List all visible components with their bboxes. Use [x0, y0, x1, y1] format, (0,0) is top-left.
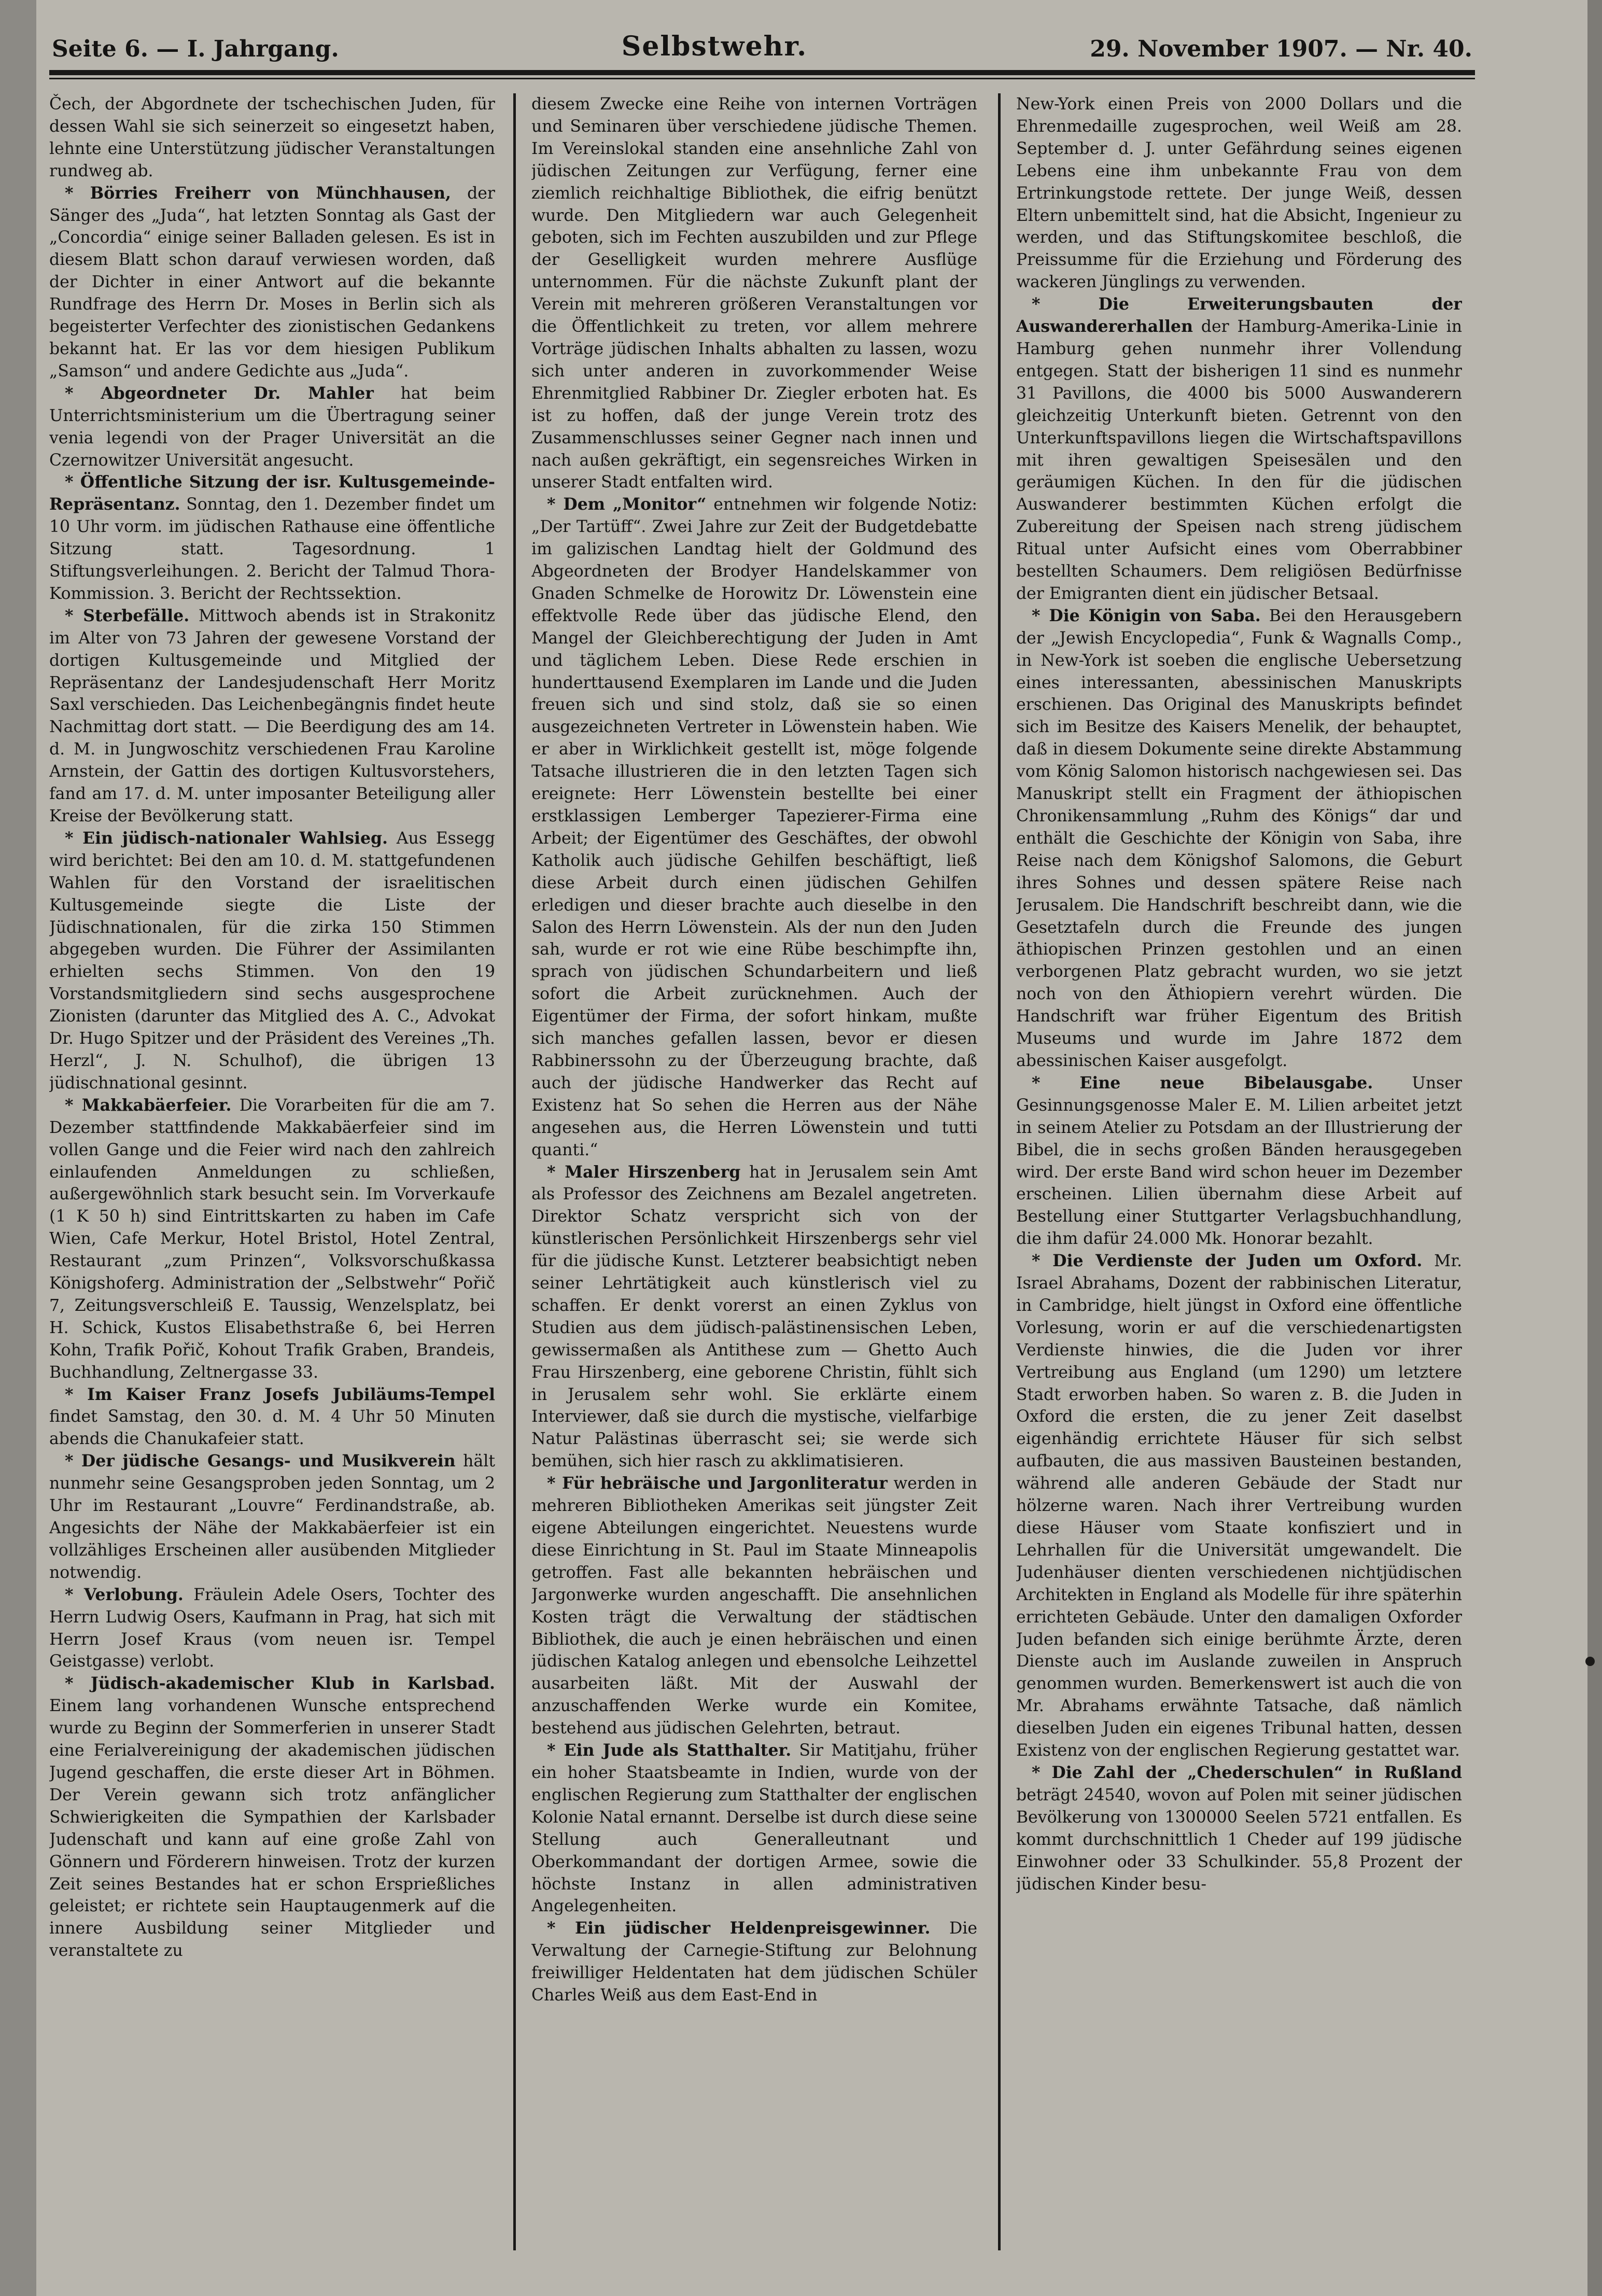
article-heading: * Ein Jude als Statthalter. — [547, 1741, 792, 1760]
header-right: 29. November 1907. — Nr. 40. — [1090, 36, 1472, 62]
article-text: Aus Essegg wird berichtet: Bei den am 10. d. M. stattgefundenen Wahlen für den Vorstand der israelitischen Kultusgemeinde siegte die Liste der Jüdischnationalen, für die zirka 150 Stimmen abgegeben wurden. Die Führer der Assimilanten erhielten sechs Stimmen. Von den 19 Vorstandsmitgliedern sind sechs ausgesprochene Zionisten (darunter das Mitglied des A. C., Advokat Dr. Hugo Spitzer und der Präsident des Vereines „Th. Herzl“, J. N. Schulhof), die übrigen 13 jüdischnational gesinnt. — [49, 829, 495, 1093]
article-text: Sonntag, den 1. Dezember findet um 10 Uhr vorm. im jüdischen Rathause eine öffentliche Sitzung statt. Tagesordnung. 1 Stiftungsverleihungen. 2. Bericht der Talmud Thora-Kommission. 3. Bericht der Rechtssektion. — [49, 495, 495, 603]
header-rule — [49, 70, 1475, 75]
article-text: hat in Jerusalem sein Amt als Professor des Zeichnens am Bezalel angetreten. Direktor Schatz verspricht sich von der künstlerischen Persönlichkeit Hirszenbergs sehr viel für die jüdische Kunst. Letzterer beabsichtigt neben seiner Lehrtätigkeit auch künstlerisch viel zu schaffen. Er denkt vorerst an einen Zyklus von Studien aus dem jüdisch-palästinensischen Leben, gewissermaßen als Antithese zum — Ghetto Auch Frau Hirszenberg, eine geborene Christin, fühlt sich in Jerusalem sehr wohl. Sie erklärte einem Interviewer, daß sie durch die mystische, vielfarbige Natur Palästinas überrascht sei; sie werde sich bemühen, sich hier rasch zu akklimatisieren. — [531, 1163, 977, 1471]
article-heading: * Verlobung. — [65, 1585, 184, 1604]
column-separator — [998, 93, 1001, 2250]
article-heading: * Börries Freiherr von Münchhausen, — [65, 183, 451, 203]
article-paragraph — [1016, 1250, 1462, 1762]
article-heading: * Dem „Monitor“ — [547, 495, 707, 514]
article-text: hält nunmehr seine Gesangsproben jeden Sonntag, um 2 Uhr im Restaurant „Louvre“ Ferdinandstraße, ab. Angesichts der Nähe der Makkabäerfeier ist ein vollzähliges Erscheinen aller ausübenden Mitglieder notwendig. — [49, 1452, 495, 1582]
article-paragraph — [49, 1584, 495, 1673]
article-text: Unser Gesinnungsgenosse Maler E. M. Lilien arbeitet jetzt in seinem Atelier zu Potsdam an der Illustrierung der Bibel, die in sechs großen Bänden herausgegeben wird. Der erste Band wird schon heuer im Dezember erscheinen. Lilien übernahm diese Arbeit auf Bestellung einer Stuttgarter Verlagsbuchhandlung, die ihm dafür 24.000 Mk. Honorar bezahlt. — [1016, 1073, 1462, 1249]
article-text: Bei den Herausgebern der „Jewish Encyclopedia“, Funk & Wagnalls Comp., in New-York ist soeben die englische Uebersetzung eines interessanten, abessinischen Manuskripts erschienen. Das Original des Manuskripts befindet sich im Besitze des Kaisers Menelik, der behauptet, daß in diesem Dokumente seine direkte Abstammung vom König Salomon historisch nachgewiesen sei. Das Manuskript stellt ein Fragment der äthiopischen Chronikensammlung „Ruhm des Königs“ dar und enthält die Geschichte der Königin von Saba, ihre Reise nach dem Königshof Salomons, die Geburt ihres Sohnes und dessen spätere Reise nach Jerusalem. Die Handschrift beschreibt dann, wie die Gesetztafeln durch die Freunde des jungen äthiopischen Prinzen gestohlen und an einen verborgenen Platz gebracht wurden, wo sie jetzt noch von den Äthiopiern verehrt würden. Die Handschrift war früher Eigentum des British Museums und wurde im Jahre 1872 dem abessinischen Kaiser ausgefolgt. — [1016, 606, 1462, 1070]
article-paragraph — [49, 471, 495, 605]
article-paragraph — [49, 1450, 495, 1584]
article-paragraph — [49, 605, 495, 828]
header-rule-thin — [49, 78, 1475, 79]
article-text: Einem lang vorhandenen Wunsche entsprechend wurde zu Beginn der Sommerferien in unserer Stadt eine Ferialvereinigung der akademischen jüdischen Jugend geschaffen, die erste dieser Art in Böhmen. Der Verein gewann sich trotz anfänglicher Schwierigkeiten die Sympathien der Karlsbader Judenschaft und kann auf eine große Zahl von Gönnern und Förderern hinweisen. Trotz der kurzen Zeit seines Bestandes hat er schon Ersprießliches geleistet; er richtete sein Hauptaugenmerk auf die innere Ausbildung seiner Mitglieder und veranstaltete zu — [49, 1697, 495, 1961]
article-heading: * Makkabäerfeier. — [65, 1095, 232, 1115]
article-text: diesem Zwecke eine Reihe von internen Vorträgen und Seminaren über verschiedene jüdische Themen. Im Vereinslokal standen eine ansehnliche Zahl von jüdischen Zeitungen zur Verfügung, ferner eine ziemlich reichhaltige Bibliothek, die eifrig benützt wurde. Den Mitgliedern war auch Gelegenheit geboten, sich im Fechten auszubilden und zur Pflege der Geselligkeit wurden mehrere Ausflüge unternommen. Für die nächste Zukunft plant der Verein mit mehreren größeren Veranstaltungen vor die Öffentlichkeit zu treten, vor allem mehrere Vorträge jüdischen Inhalts abhalten zu lassen, wozu sich unter anderen in zuvorkommender Weise Ehrenmitglied Rabbiner Dr. Ziegler erboten hat. Es ist zu hoffen, daß der junge Verein trotz des Zusammenschlusses seiner Gegner nach innen und nach außen gekräftigt, ein segensreiches Wirken in unserer Stadt entfalten wird. — [531, 95, 977, 492]
article-paragraph — [1016, 1072, 1462, 1250]
article-heading: * Die Königin von Saba. — [1032, 606, 1261, 625]
article-text: New-York einen Preis von 2000 Dollars und die Ehrenmedaille zugesprochen, weil Weiß am 28. September d. J. unter Gefährdung seines eigenen Lebens eine ihm unbekannte Frau von dem Ertrinkungstode rettete. Der junge Weiß, dessen Eltern unbemittelt sind, hat die Absicht, Ingenieur zu werden, und das Stiftungskomitee beschloß, die Preissumme für die Erziehung und Förderung des wackeren Jünglings zu verwenden. — [1016, 95, 1462, 292]
article-paragraph — [1016, 605, 1462, 1072]
article-paragraph — [49, 183, 495, 383]
scan-edge-right — [1587, 0, 1602, 2296]
article-heading: * Eine neue Bibelausgabe. — [1032, 1073, 1373, 1093]
article-paragraph — [49, 93, 495, 183]
article-text: Čech, der Abgordnete der tschechischen Juden, für dessen Wahl sie sich seinerzeit so eingesetzt haben, lehnte eine Unterstützung jüdischer Veranstaltungen rundweg ab. — [49, 95, 495, 180]
newspaper-title: Selbstwehr. — [621, 31, 808, 62]
article-heading: * Die Erweiterungsbauten der Auswandererhallen — [1016, 295, 1462, 337]
article-text: beträgt 24540, wovon auf Polen mit seiner jüdischen Bevölkerung von 1300000 Seelen 5721 entfallen. Es kommt durchschnittlich 1 Cheder auf 199 jüdische Einwohner oder 33 Schulkinder. 55,8 Prozent der jüdischen Kinder besu- — [1016, 1785, 1462, 1894]
article-text: Sir Matitjahu, früher ein hoher Staatsbeamte in Indien, wurde von der englischen Regierung zum Statthalter der englischen Kolonie Natal ernannt. Derselbe ist durch diese seine Stellung auch Generalleutnant und Oberkommandant der dortigen Armee, sowie die höchste Instanz in allen administrativen Angelegenheiten. — [531, 1741, 977, 1916]
article-heading: * Für hebräische und Jargonliteratur — [547, 1474, 888, 1493]
article-paragraph — [1016, 293, 1462, 605]
article-heading: * Der jüdische Gesangs- und Musikverein — [65, 1451, 456, 1471]
article-paragraph — [49, 1384, 495, 1451]
article-text: findet Samstag, den 30. d. M. 4 Uhr 50 Minuten abends die Chanukafeier statt. — [49, 1407, 495, 1449]
article-heading: * Ein jüdisch-nationaler Wahlsieg. — [65, 828, 388, 848]
article-text: Fräulein Adele Osers, Tochter des Herrn Ludwig Osers, Kaufmann in Prag, hat sich mit Herrn Josef Kraus (vom neuen isr. Tempel Geistgasse) verlobt. — [49, 1585, 495, 1671]
article-text: der Sänger des „Juda“, hat letzten Sonntag als Gast der „Concordia“ einige seiner Balladen gelesen. Es ist in diesem Blatt schon darauf verwiesen worden, daß der Dichter in einer Antwort auf die bekannte Rundfrage des Herrn Dr. Moses in Berlin sich als begeisterter Verfechter des zionistischen Gedankens bekannt hat. Er las vor dem hiesigen Publikum „Samson“ und andere Gedichte aus „Juda“. — [49, 184, 495, 381]
article-text: Die Vorarbeiten für die am 7. Dezember stattfindende Makkabäerfeier sind im vollen Gange und die Feier wird nach den zahlreich einlaufenden Anmeldungen zu schließen, außergewöhnlich stark besucht sein. Im Vorverkaufe (1 K 50 h) sind Eintrittskarten zu haben im Cafe Wien, Cafe Merkur, Hotel Bristol, Hotel Zentral, Restaurant „zum Prinzen“, Volksvorschußkassa Königshoferg. Administration der „Selbstwehr“ Pořič 7, Zeitungsverschleiß E. Taussig, Wenzelsplatz, bei H. Schick, Kustos Elisabethstraße 6, bei Herren Kohn, Trafik Pořič, Kohout Trafik Graben, Brandeis, Buchhandlung, Zeltnergasse 33. — [49, 1096, 495, 1382]
binding-hole — [1585, 1657, 1595, 1666]
scan-edge-left — [0, 0, 36, 2296]
article-heading: * Abgeordneter Dr. Mahler — [65, 383, 374, 403]
article-paragraph — [531, 1161, 977, 1473]
column-3 — [1016, 93, 1462, 2261]
column-2 — [531, 93, 977, 2261]
article-paragraph — [531, 494, 977, 1161]
masthead — [52, 21, 1472, 62]
article-heading: * Die Zahl der „Chederschulen“ in Rußland — [1032, 1762, 1462, 1782]
column-1 — [49, 93, 495, 2261]
article-text: Die Verwaltung der Carnegie-Stiftung zur Belohnung freiwilliger Heldentaten hat dem jüdischen Schüler Charles Weiß aus dem East-End in — [531, 1919, 977, 2005]
header-left: Seite 6. — I. Jahrgang. — [52, 36, 339, 62]
article-paragraph — [49, 828, 495, 1095]
article-heading: * Jüdisch-akademischer Klub in Karlsbad. — [65, 1674, 495, 1693]
article-paragraph — [49, 383, 495, 472]
article-paragraph — [531, 1917, 977, 2007]
article-heading: * Ein jüdischer Heldenpreisgewinner. — [547, 1919, 931, 1938]
article-text: entnehmen wir folgende Notiz: „Der Tartüff“. Zwei Jahre zur Zeit der Budgetdebatte im galizischen Landtag hielt der Goldmund des Abgeordneten der Brodyer Handelskammer von Gnaden Schmelke de Horowitz Dr. Löwenstein eine effektvolle Rede über das jüdische Elend, den Mangel der Gleichberechtigung der Juden in Amt und täglichem Leben. Diese Rede erschien in hunderttausend Exemplaren im Lande und die Juden freuen sich und sind stolz, daß sie so einen ausgezeichneten Vertreter in Löwenstein haben. Wie er aber in Wirklichkeit gestellt ist, möge folgende Tatsache illustrieren die in den letzten Tagen sich ereignete: Herr Löwenstein bestellte bei einer erstklassigen Lemberger Tapezierer-Firma eine Arbeit; der Eigentümer des Geschäftes, der obwohl Katholik auch jüdische Gehilfen beschäftigt, ließ diese Arbeit durch einen jüdischen Gehilfen erledigen und dieser brachte auch dieselbe in den Salon des Herrn Löwenstein. Als der nun den Juden sah, wurde er rot wie eine Rübe beschimpfte ihn, sprach von jüdischen Schundarbeitern und ließ sofort die Arbeit zurücknehmen. Auch der Eigentümer der Firma, der sofort hinkam, mußte sich manches gefallen lassen, bevor er diesen Rabbinerssohn zu der Überzeugung brachte, daß auch der jüdische Handwerker das Recht auf Existenz hat So sehen die Herren aus der Nähe angesehen aus, die Herren Löwenstein und tutti quanti.“ — [531, 495, 977, 1159]
article-text: der Hamburg-Amerika-Linie in Hamburg gehen nunmehr ihrer Vollendung entgegen. Statt der bisherigen 11 sind es nunmehr 31 Pavillons, die 4000 bis 5000 Auswanderern gleichzeitig Unterkunft bieten. Getrennt von den Unterkunftspavillons liegen die Wirtschaftspavillons mit ihren gewaltigen Speisesälen und den geräumigen Küchen. In den für die jüdischen Auswanderer bestimmten Küchen erfolgt die Zubereitung der Speisen nach streng jüdischem Ritual unter Aufsicht eines vom Oberrabbiner bestellten Schaumers. Dem religiösen Bedürfnisse der Emigranten dient ein jüdischer Betsaal. — [1016, 317, 1462, 603]
column-separator — [513, 93, 516, 2250]
article-paragraph — [531, 93, 977, 494]
article-heading: * Öffentliche Sitzung der isr. Kultusgemeinde-Repräsentanz. — [49, 472, 495, 514]
article-paragraph — [1016, 93, 1462, 293]
article-heading: * Im Kaiser Franz Josefs Jubiläums-Tempel — [65, 1384, 495, 1404]
article-text: werden in mehreren Bibliotheken Amerikas seit jüngster Zeit eigene Abteilungen eingerichtet. Neuestens wurde diese Einrichtung in St. Paul im Staate Minneapolis getroffen. Fast alle bekannten hebräischen und Jargonwerke wurden angeschafft. Die ansehnlichen Kosten trägt die Verwaltung der städtischen Bibliothek, die auch je einen hebräischen und einen jüdischen Katalog anlegen und ebensolche Leihzettel ausarbeiten läßt. Mit der Auswahl der anzuschaffenden Werke wurde ein Komitee, bestehend aus jüdischen Gelehrten, betraut. — [531, 1474, 977, 1738]
article-paragraph — [49, 1095, 495, 1384]
article-paragraph — [531, 1473, 977, 1740]
article-heading: * Die Verdienste der Juden um Oxford. — [1032, 1251, 1423, 1271]
article-text: hat beim Unterrichtsministerium um die Übertragung seiner venia legendi von der Prager Universität an die Czernowitzer Universität angesucht. — [49, 384, 495, 470]
article-heading: * Maler Hirszenberg — [547, 1162, 741, 1182]
article-paragraph — [531, 1740, 977, 1917]
article-heading: * Sterbefälle. — [65, 606, 190, 625]
article-text: Mr. Israel Abrahams, Dozent der rabbinischen Literatur, in Cambridge, hielt jüngst in Oxford eine öffentliche Vorlesung, worin er auf die verschiedenartigsten Verdienste hinwies, die die Juden vor ihrer Vertreibung aus England (um 1290) um letztere Stadt erworben haben. So waren z. B. die Juden in Oxford die ersten, die zu jener Zeit daselbst eigenhändig errichtete Häuser für sich selbst aufbauten, die aus massiven Bausteinen bestanden, während alle anderen Gebäude der Stadt nur hölzerne waren. Nach ihrer Vertreibung wurden diese Häuser vom Staate konfisziert und in Lehrhallen für die Universität umgewandelt. Die Judenhäuser dienten verschiedenen nichtjüdischen Architekten in England als Modelle für ihre späterhin errichteten Gebäude. Unter den damaligen Oxforder Juden befanden sich einige berühmte Ärzte, deren Dienste auch im Auslande zuweilen in Anspruch genommen wurden. Bemerkenswert ist auch die von Mr. Abrahams erwähnte Tatsache, daß nämlich dieselben Juden ein eigenes Tribunal hatten, dessen Existenz von der englischen Regierung gestattet war. — [1016, 1252, 1462, 1760]
article-text: Mittwoch abends ist in Strakonitz im Alter von 73 Jahren der gewesene Vorstand der dortigen Kultusgemeinde und Mitglied der Repräsentanz der Landesjudenschaft Herr Moritz Saxl verschieden. Das Leichenbegängnis findet heute Nachmittag dort statt. — Die Beerdigung des am 14. d. M. in Jungwoschitz verschiedenen Frau Karoline Arnstein, der Gattin des dortigen Kultusvorstehers, fand am 17. d. M. unter imposanter Beteiligung aller Kreise der Bevölkerung statt. — [49, 606, 495, 825]
article-paragraph — [1016, 1762, 1462, 1895]
article-paragraph — [49, 1673, 495, 1962]
